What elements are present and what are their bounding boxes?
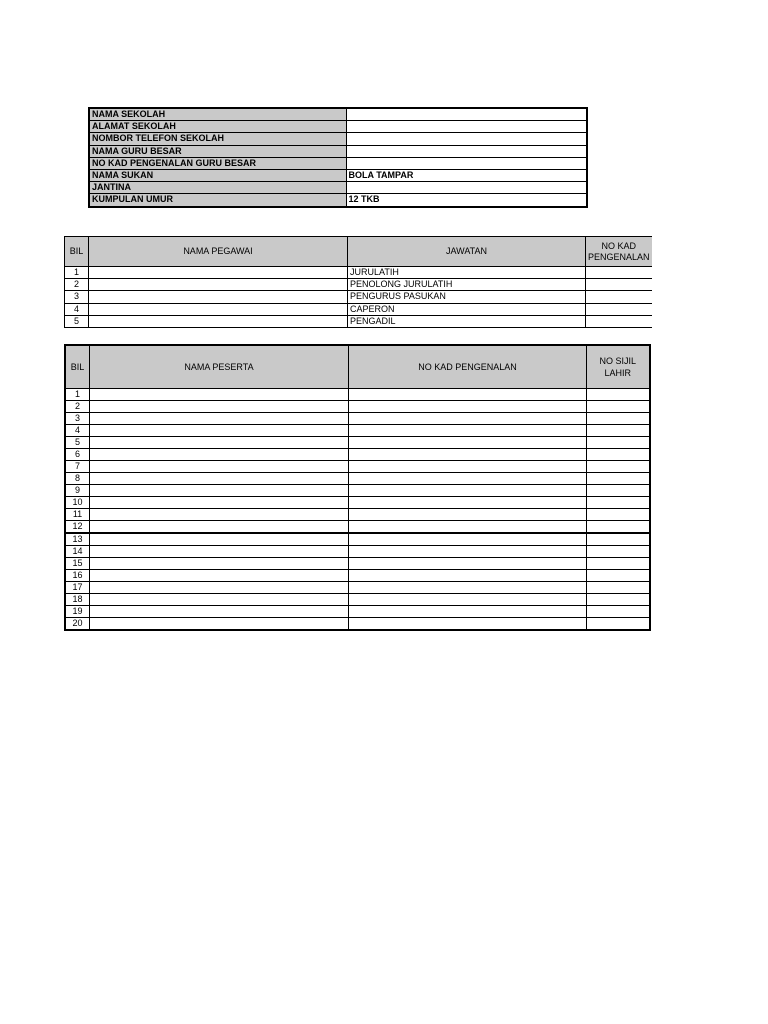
no-kad-pengenalan-cell[interactable] — [586, 291, 652, 303]
info-label: NOMBOR TELEFON SEKOLAH — [89, 133, 346, 145]
no-kad-pengenalan-cell[interactable] — [349, 461, 587, 473]
table-row — [65, 558, 650, 570]
nama-pegawai-cell[interactable] — [89, 279, 348, 291]
info-value-field[interactable] — [346, 157, 587, 169]
info-row — [89, 108, 587, 121]
jawatan-cell: PENGURUS PASUKAN — [348, 291, 586, 303]
header-nama-peserta: NAMA PESERTA — [90, 345, 349, 389]
bil-cell: 16 — [65, 570, 90, 582]
info-row — [89, 145, 587, 157]
no-kad-pengenalan-cell[interactable] — [349, 485, 587, 497]
table-row — [65, 291, 652, 303]
bil-cell: 3 — [65, 291, 89, 303]
no-sijil-lahir-cell[interactable] — [587, 582, 650, 594]
info-value-field[interactable] — [346, 133, 587, 145]
participants-header-row — [65, 345, 650, 389]
bil-cell: 8 — [65, 473, 90, 485]
bil-cell: 5 — [65, 437, 90, 449]
table-row — [65, 606, 650, 618]
bil-cell: 2 — [65, 401, 90, 413]
participants-table — [64, 344, 651, 631]
no-kad-pengenalan-cell[interactable] — [349, 449, 587, 461]
no-sijil-lahir-cell[interactable] — [587, 413, 650, 425]
nama-pegawai-cell[interactable] — [89, 303, 348, 315]
no-kad-pengenalan-cell[interactable] — [349, 582, 587, 594]
info-value-field[interactable] — [346, 145, 587, 157]
header-no-sijil-lahir: NO SIJIL LAHIR — [587, 345, 650, 389]
info-value-field[interactable]: 12 TKB — [346, 194, 587, 207]
no-sijil-lahir-cell[interactable] — [587, 594, 650, 606]
bil-cell: 17 — [65, 582, 90, 594]
bil-cell: 18 — [65, 594, 90, 606]
info-label: NO KAD PENGENALAN GURU BESAR — [89, 157, 346, 169]
nama-peserta-cell[interactable] — [90, 437, 349, 449]
no-kad-pengenalan-cell[interactable] — [349, 606, 587, 618]
table-row — [65, 413, 650, 425]
no-sijil-lahir-cell[interactable] — [587, 485, 650, 497]
bil-cell: 20 — [65, 618, 90, 631]
bil-cell: 11 — [65, 509, 90, 521]
nama-peserta-cell[interactable] — [90, 521, 349, 534]
no-sijil-lahir-cell[interactable] — [587, 521, 650, 534]
no-kad-pengenalan-cell[interactable] — [349, 594, 587, 606]
officials-header-row — [65, 237, 652, 267]
bil-cell: 9 — [65, 485, 90, 497]
bil-cell: 3 — [65, 413, 90, 425]
nama-peserta-cell[interactable] — [90, 618, 349, 631]
nama-peserta-cell[interactable] — [90, 509, 349, 521]
info-row — [89, 157, 587, 169]
no-sijil-lahir-cell[interactable] — [587, 425, 650, 437]
table-row — [65, 570, 650, 582]
nama-peserta-cell[interactable] — [90, 582, 349, 594]
no-kad-pengenalan-cell[interactable] — [349, 546, 587, 558]
info-value-field[interactable] — [346, 108, 587, 121]
header-no-kad-pengenalan: NO KAD PENGENALAN — [586, 237, 652, 267]
table-row — [65, 497, 650, 509]
no-sijil-lahir-cell[interactable] — [587, 461, 650, 473]
nama-peserta-cell[interactable] — [90, 473, 349, 485]
no-sijil-lahir-cell[interactable] — [587, 437, 650, 449]
no-sijil-lahir-cell[interactable] — [587, 570, 650, 582]
info-row — [89, 194, 587, 207]
no-kad-pengenalan-cell[interactable] — [349, 618, 587, 631]
no-kad-pengenalan-cell[interactable] — [349, 521, 587, 534]
nama-peserta-cell[interactable] — [90, 497, 349, 509]
nama-peserta-cell[interactable] — [90, 449, 349, 461]
no-sijil-lahir-cell[interactable] — [587, 389, 650, 401]
no-kad-pengenalan-cell[interactable] — [349, 413, 587, 425]
school-info-table — [88, 107, 588, 208]
jawatan-cell: JURULATIH — [348, 267, 586, 279]
bil-cell: 4 — [65, 303, 89, 315]
table-row — [65, 521, 650, 534]
header-bil: BIL — [65, 237, 89, 267]
table-row — [65, 267, 652, 279]
table-row — [65, 582, 650, 594]
info-row — [89, 133, 587, 145]
table-row — [65, 437, 650, 449]
header-jawatan: JAWATAN — [348, 237, 586, 267]
header-no-kad-pengenalan: NO KAD PENGENALAN — [349, 345, 587, 389]
table-row — [65, 279, 652, 291]
no-sijil-lahir-cell[interactable] — [587, 401, 650, 413]
table-row — [65, 594, 650, 606]
nama-peserta-cell[interactable] — [90, 606, 349, 618]
jawatan-cell: PENOLONG JURULATIH — [348, 279, 586, 291]
jawatan-cell: CAPERON — [348, 303, 586, 315]
no-sijil-lahir-cell[interactable] — [587, 449, 650, 461]
no-sijil-lahir-cell[interactable] — [587, 473, 650, 485]
info-label: NAMA SEKOLAH — [89, 108, 346, 121]
info-label: NAMA GURU BESAR — [89, 145, 346, 157]
info-row — [89, 121, 587, 133]
no-sijil-lahir-cell[interactable] — [587, 533, 650, 546]
no-kad-pengenalan-cell[interactable] — [349, 437, 587, 449]
table-row — [65, 461, 650, 473]
bil-cell: 14 — [65, 546, 90, 558]
bil-cell: 13 — [65, 533, 90, 546]
nama-peserta-cell[interactable] — [90, 570, 349, 582]
table-row — [65, 303, 652, 315]
bil-cell: 4 — [65, 425, 90, 437]
no-sijil-lahir-cell[interactable] — [587, 509, 650, 521]
no-sijil-lahir-cell[interactable] — [587, 618, 650, 631]
table-row — [65, 546, 650, 558]
bil-cell: 2 — [65, 279, 89, 291]
no-kad-pengenalan-cell[interactable] — [349, 473, 587, 485]
bil-cell: 6 — [65, 449, 90, 461]
no-kad-pengenalan-cell[interactable] — [349, 389, 587, 401]
bil-cell: 15 — [65, 558, 90, 570]
table-row — [65, 449, 650, 461]
table-row — [65, 315, 652, 327]
nama-peserta-cell[interactable] — [90, 558, 349, 570]
table-row — [65, 473, 650, 485]
no-sijil-lahir-cell[interactable] — [587, 606, 650, 618]
nama-peserta-cell[interactable] — [90, 425, 349, 437]
no-sijil-lahir-cell[interactable] — [587, 558, 650, 570]
nama-peserta-cell[interactable] — [90, 485, 349, 497]
bil-cell: 1 — [65, 389, 90, 401]
nama-peserta-cell[interactable] — [90, 533, 349, 546]
nama-peserta-cell[interactable] — [90, 461, 349, 473]
no-sijil-lahir-cell[interactable] — [587, 497, 650, 509]
table-row — [65, 389, 650, 401]
table-row — [65, 485, 650, 497]
nama-peserta-cell[interactable] — [90, 389, 349, 401]
no-kad-pengenalan-cell[interactable] — [349, 497, 587, 509]
nama-peserta-cell[interactable] — [90, 594, 349, 606]
officials-table — [64, 236, 652, 328]
no-kad-pengenalan-cell[interactable] — [349, 558, 587, 570]
info-row — [89, 182, 587, 194]
no-kad-pengenalan-cell[interactable] — [586, 303, 652, 315]
bil-cell: 1 — [65, 267, 89, 279]
info-label: JANTINA — [89, 182, 346, 194]
info-label: KUMPULAN UMUR — [89, 194, 346, 207]
bil-cell: 10 — [65, 497, 90, 509]
bil-cell: 12 — [65, 521, 90, 534]
nama-pegawai-cell[interactable] — [89, 267, 348, 279]
nama-peserta-cell[interactable] — [90, 401, 349, 413]
no-kad-pengenalan-cell[interactable] — [586, 267, 652, 279]
nama-pegawai-cell[interactable] — [89, 315, 348, 327]
nama-peserta-cell[interactable] — [90, 413, 349, 425]
info-label: ALAMAT SEKOLAH — [89, 121, 346, 133]
table-row — [65, 618, 650, 631]
no-kad-pengenalan-cell[interactable] — [349, 533, 587, 546]
no-kad-pengenalan-cell[interactable] — [349, 570, 587, 582]
bil-cell: 19 — [65, 606, 90, 618]
header-bil: BIL — [65, 345, 90, 389]
no-kad-pengenalan-cell[interactable] — [349, 425, 587, 437]
jawatan-cell: PENGADIL — [348, 315, 586, 327]
no-sijil-lahir-cell[interactable] — [587, 546, 650, 558]
bil-cell: 7 — [65, 461, 90, 473]
no-kad-pengenalan-cell[interactable] — [586, 315, 652, 327]
info-row — [89, 169, 587, 181]
no-kad-pengenalan-cell[interactable] — [349, 401, 587, 413]
info-value-field[interactable] — [346, 121, 587, 133]
info-value-field[interactable]: BOLA TAMPAR — [346, 169, 587, 181]
table-row — [65, 509, 650, 521]
no-kad-pengenalan-cell[interactable] — [586, 279, 652, 291]
header-nama-pegawai: NAMA PEGAWAI — [89, 237, 348, 267]
info-label: NAMA SUKAN — [89, 169, 346, 181]
nama-peserta-cell[interactable] — [90, 546, 349, 558]
info-value-field[interactable] — [346, 182, 587, 194]
table-row — [65, 425, 650, 437]
table-row — [65, 401, 650, 413]
bil-cell: 5 — [65, 315, 89, 327]
table-row — [65, 533, 650, 546]
no-kad-pengenalan-cell[interactable] — [349, 509, 587, 521]
nama-pegawai-cell[interactable] — [89, 291, 348, 303]
